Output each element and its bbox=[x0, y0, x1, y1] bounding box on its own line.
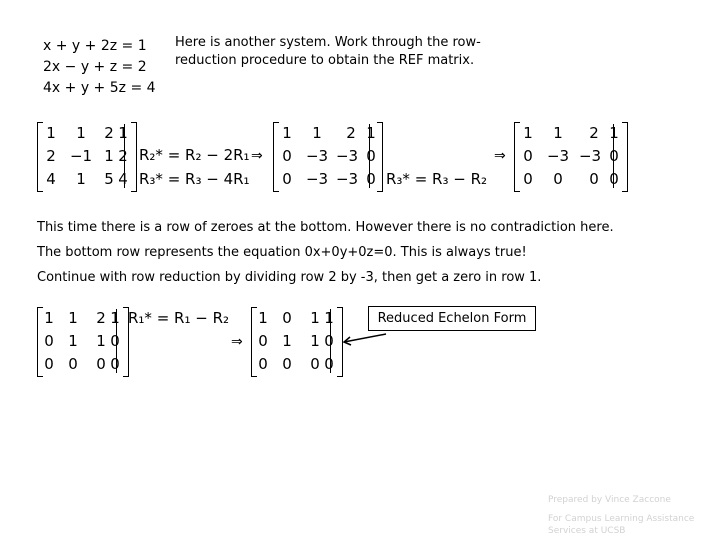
matrix-b-cell: 0 bbox=[366, 147, 376, 165]
matrix-e-cell: 0 bbox=[282, 355, 292, 373]
matrix-d bbox=[37, 307, 129, 377]
matrix-e bbox=[251, 307, 343, 377]
matrix-e-cell: 0 bbox=[324, 355, 334, 373]
matrix-c-cell: 1 bbox=[609, 124, 619, 142]
matrix-d-cell: 0 bbox=[68, 355, 78, 373]
matrix-d-cell: 1 bbox=[96, 332, 106, 350]
callout-pointer-line bbox=[340, 330, 390, 350]
matrix-a-cell: −1 bbox=[69, 147, 93, 165]
augment-divider bbox=[330, 309, 331, 373]
matrix-e-cell: 0 bbox=[310, 355, 320, 373]
matrix-d-cell: 1 bbox=[44, 309, 54, 327]
explanation-line-3: Continue with row reduction by dividing row 2 by -3, then get a zero in row 1. bbox=[37, 270, 542, 285]
linear-system bbox=[43, 36, 156, 99]
equation-1: x + y + 2z = 1 bbox=[43, 38, 147, 54]
equation-2: 2x − y + z = 2 bbox=[43, 59, 147, 75]
matrix-b-cell: −3 bbox=[335, 147, 359, 165]
matrix-c-cell: 0 bbox=[553, 170, 563, 188]
matrix-e-cell: 0 bbox=[258, 332, 268, 350]
matrix-a-cell: 2 bbox=[118, 147, 128, 165]
matrix-b bbox=[273, 122, 385, 192]
matrix-e-cell: 1 bbox=[310, 332, 320, 350]
matrix-a-cell: 4 bbox=[46, 170, 56, 188]
matrix-e-cell: 1 bbox=[324, 309, 334, 327]
matrix-c-cell: 0 bbox=[609, 147, 619, 165]
matrix-e-cell: 0 bbox=[258, 355, 268, 373]
arrow-icon: ⇒ bbox=[494, 148, 506, 164]
matrix-a-cell: 2 bbox=[104, 124, 114, 142]
matrix-a-cell: 1 bbox=[104, 147, 114, 165]
matrix-c-cell: 1 bbox=[523, 124, 533, 142]
augment-divider bbox=[369, 124, 370, 188]
matrix-b-cell: −3 bbox=[305, 147, 329, 165]
equation-3: 4x + y + 5z = 4 bbox=[43, 80, 156, 96]
matrix-b-cell: 1 bbox=[312, 124, 322, 142]
matrix-a-cell: 5 bbox=[104, 170, 114, 188]
matrix-a-cell: 2 bbox=[46, 147, 56, 165]
credit-affiliation: For Campus Learning Assistance Services at UCSB bbox=[548, 514, 695, 536]
matrix-d-cell: 1 bbox=[68, 309, 78, 327]
arrow-icon: ⇒ bbox=[251, 148, 263, 164]
matrix-a-cell: 1 bbox=[76, 124, 86, 142]
matrix-a-cell: 1 bbox=[76, 170, 86, 188]
matrix-c-cell: 0 bbox=[523, 147, 533, 165]
matrix-b-cell: 0 bbox=[282, 147, 292, 165]
matrix-b-cell: −3 bbox=[305, 170, 329, 188]
matrix-b-cell: −3 bbox=[335, 170, 359, 188]
row-op: R₃* = R₃ − 4R₁ bbox=[139, 170, 250, 188]
matrix-e-cell: 1 bbox=[258, 309, 268, 327]
arrow-icon: ⇒ bbox=[231, 334, 243, 350]
matrix-c-cell: 2 bbox=[589, 124, 599, 142]
matrix-a-cell: 4 bbox=[118, 170, 128, 188]
matrix-b-cell: 2 bbox=[346, 124, 356, 142]
matrix-c-cell: 0 bbox=[609, 170, 619, 188]
matrix-c bbox=[514, 122, 630, 192]
matrix-c-cell: 0 bbox=[523, 170, 533, 188]
matrix-a-cell: 1 bbox=[118, 124, 128, 142]
row-op: R₂* = R₂ − 2R₁ bbox=[139, 146, 250, 164]
matrix-e-cell: 0 bbox=[324, 332, 334, 350]
matrix-b-cell: 1 bbox=[366, 124, 376, 142]
reduced-echelon-callout: Reduced Echelon Form bbox=[368, 306, 536, 331]
matrix-b-cell: 0 bbox=[366, 170, 376, 188]
matrix-c-cell: 1 bbox=[553, 124, 563, 142]
matrix-d-cell: 0 bbox=[44, 332, 54, 350]
explanation-line-2: The bottom row represents the equation 0x+0y+0z=0. This is always true! bbox=[37, 245, 527, 260]
explanation-line-1: This time there is a row of zeroes at the bottom. However there is no contradiction here. bbox=[37, 220, 614, 235]
matrix-e-cell: 0 bbox=[282, 309, 292, 327]
matrix-b-cell: 1 bbox=[282, 124, 292, 142]
augment-divider bbox=[613, 124, 614, 188]
matrix-c-cell: −3 bbox=[578, 147, 602, 165]
matrix-d-cell: 0 bbox=[110, 355, 120, 373]
matrix-d-cell: 2 bbox=[96, 309, 106, 327]
matrix-d-cell: 0 bbox=[96, 355, 106, 373]
matrix-e-cell: 1 bbox=[282, 332, 292, 350]
credit-author: Prepared by Vince Zaccone bbox=[548, 495, 671, 505]
matrix-a-cell: 1 bbox=[46, 124, 56, 142]
intro-text: Here is another system. Work through the row-reduction procedure to obtain the REF matrix. bbox=[175, 35, 481, 68]
matrix-c-cell: 0 bbox=[589, 170, 599, 188]
row-op: R₁* = R₁ − R₂ bbox=[128, 309, 230, 327]
row-op: R₃* = R₃ − R₂ bbox=[386, 170, 488, 188]
augment-divider bbox=[124, 124, 125, 188]
matrix-a bbox=[37, 122, 137, 192]
matrix-d-cell: 0 bbox=[44, 355, 54, 373]
matrix-c-cell: −3 bbox=[546, 147, 570, 165]
matrix-d-cell: 1 bbox=[68, 332, 78, 350]
augment-divider bbox=[116, 309, 117, 373]
matrix-b-cell: 0 bbox=[282, 170, 292, 188]
matrix-e-cell: 1 bbox=[310, 309, 320, 327]
matrix-d-cell: 0 bbox=[110, 332, 120, 350]
matrix-d-cell: 1 bbox=[110, 309, 120, 327]
